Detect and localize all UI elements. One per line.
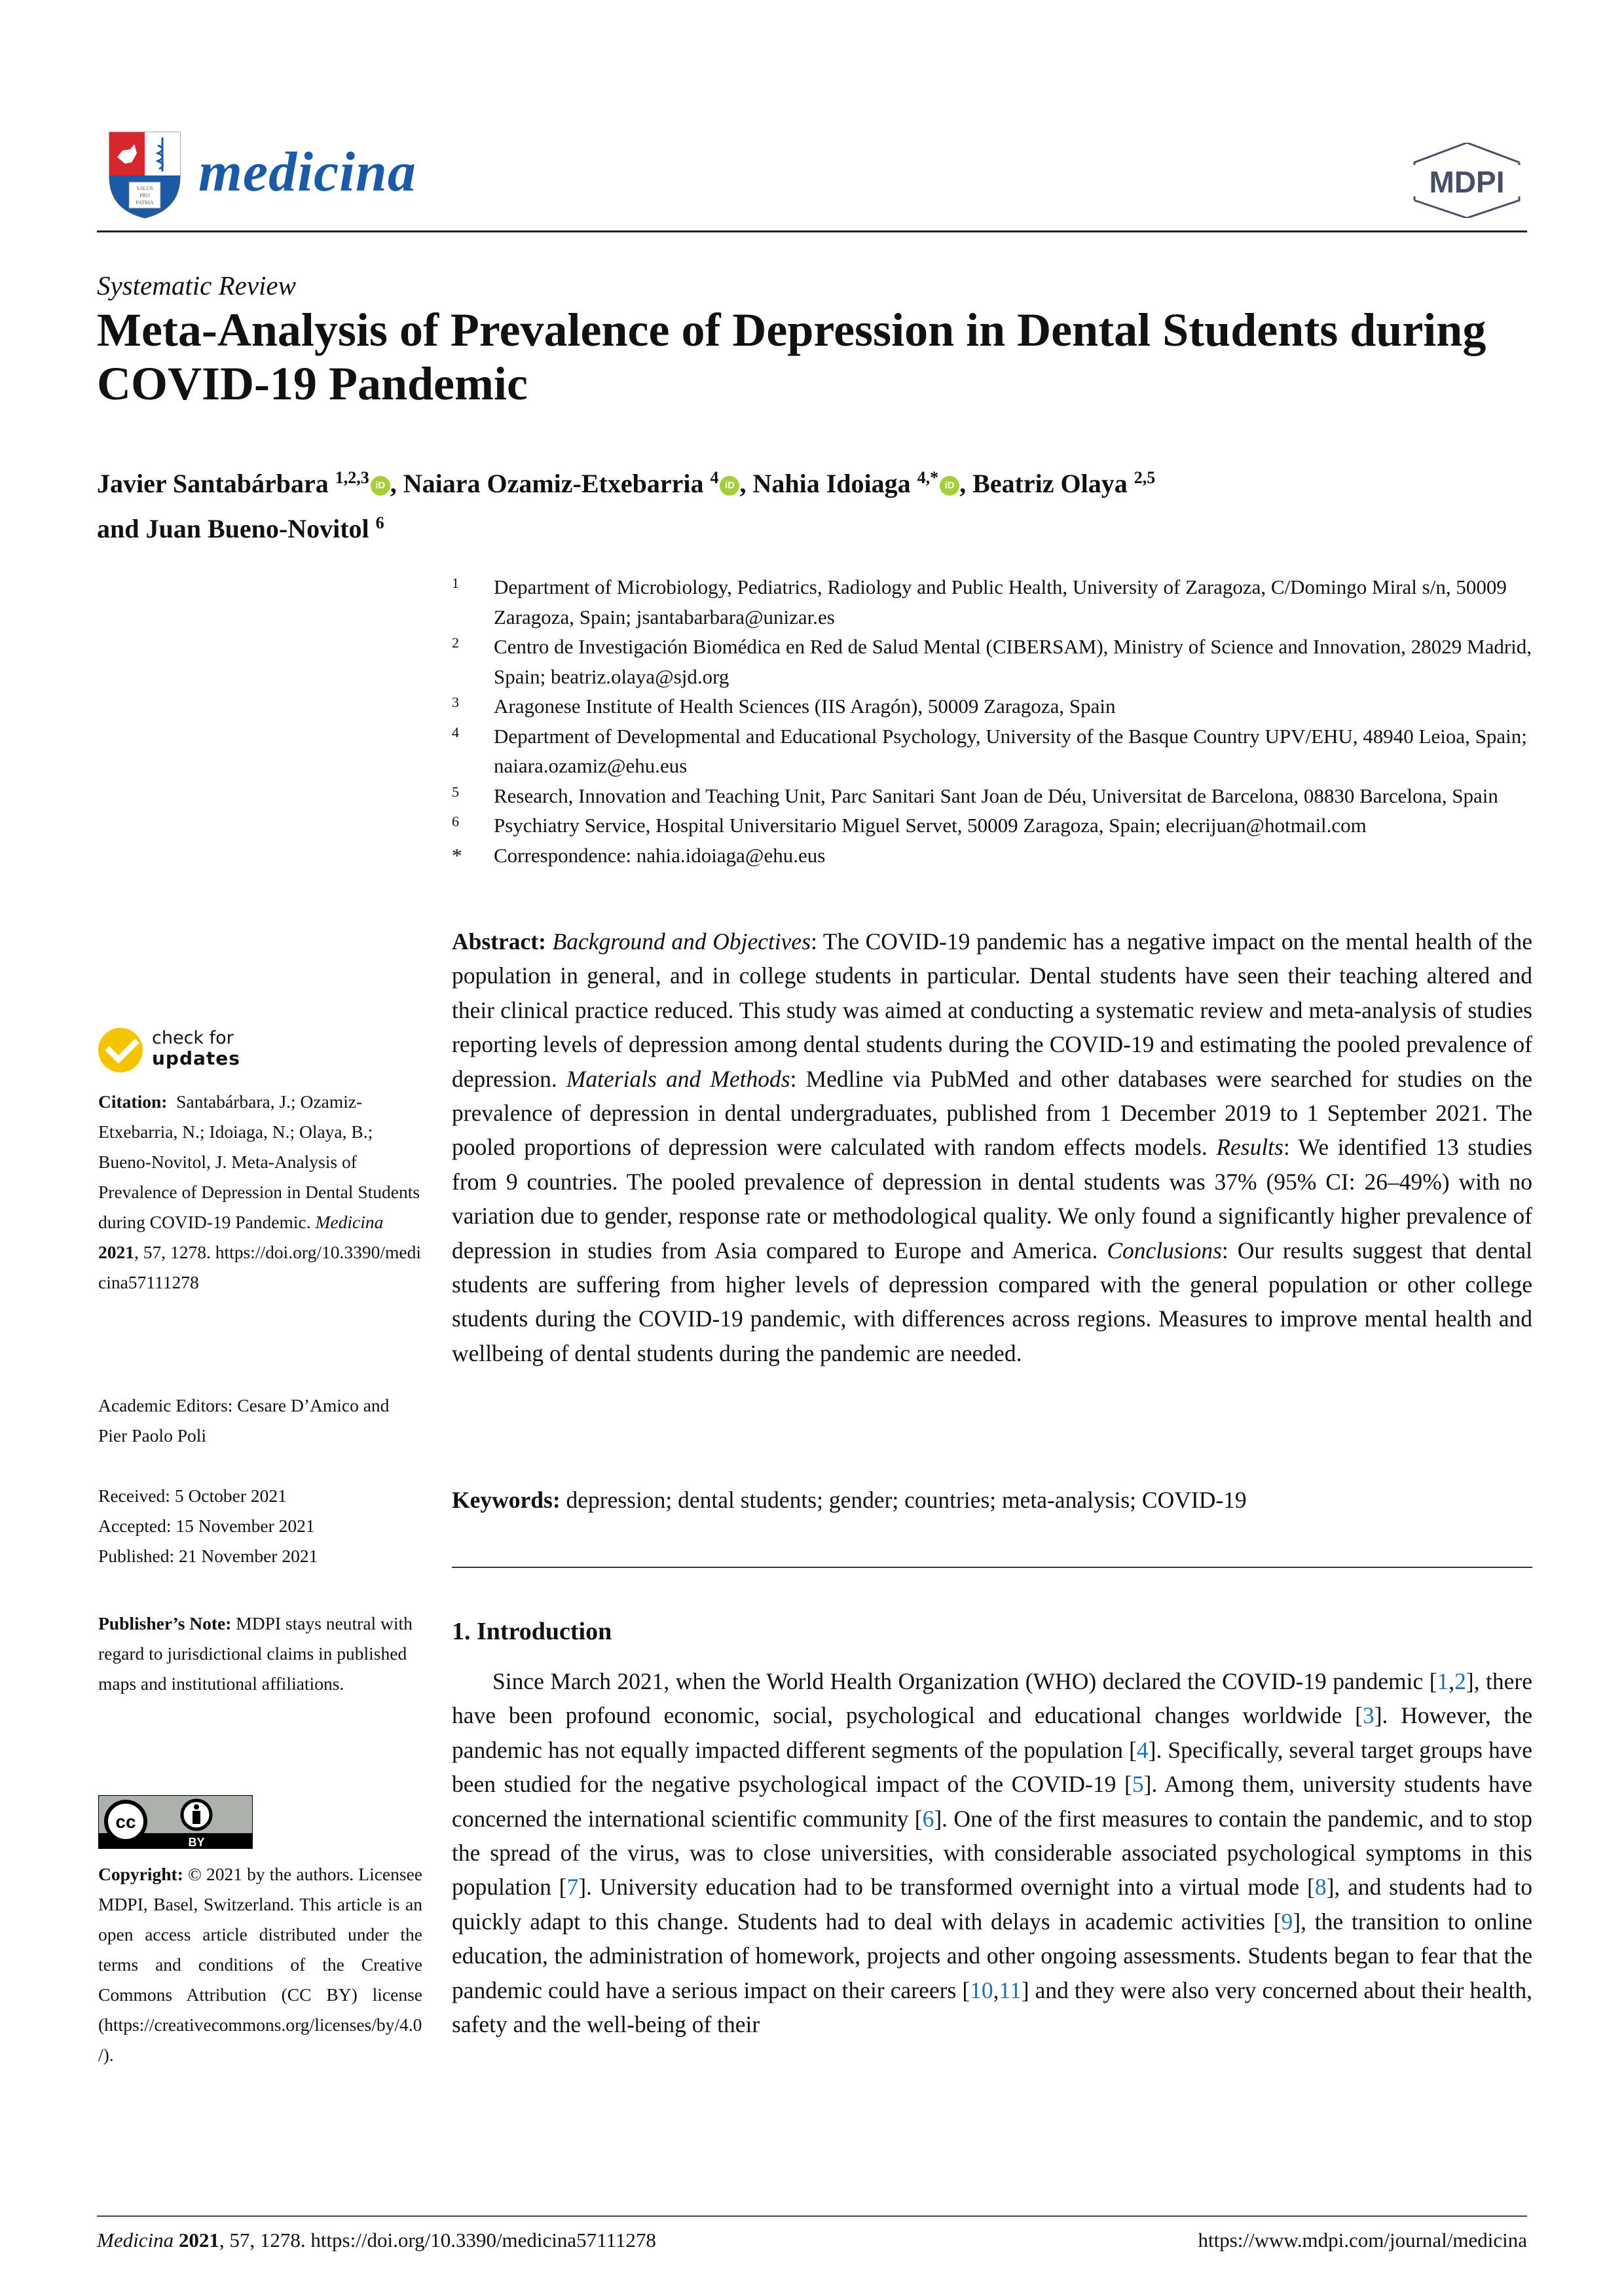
author-affil: 4,*	[917, 468, 939, 487]
author-name[interactable]: Javier Santabárbara	[97, 469, 329, 498]
author-name[interactable]: Naiara Ozamiz-Etxebarria	[403, 469, 704, 498]
publisher-note: Publisher’s Note: MDPI stays neutral with regard to jurisdictional claims in published maps and institutional affiliations.	[98, 1613, 413, 1694]
affiliation-item: 5 Research, Innovation and Teaching Unit, Parc Sanitari Sant Joan de Déu, Universitat de Barcelona, 08830 Barcelona, Spain	[452, 783, 1498, 807]
affiliations	[452, 572, 1532, 870]
footer-rule	[97, 2215, 1527, 2217]
keywords-label: Keywords:	[452, 1487, 561, 1513]
footer-journal-url[interactable]: https://www.mdpi.com/journal/medicina	[1198, 2229, 1527, 2251]
keywords	[452, 1486, 1532, 1514]
citation-volume: , 57, 1278.	[134, 1242, 211, 1262]
affiliation-item: 6 Psychiatry Service, Hospital Universitario Miguel Servet, 50009 Zaragoza, Spain; elecrijuan@hotmail.com	[452, 813, 1367, 837]
journal-shield-logo	[108, 131, 181, 219]
mdpi-logo	[1408, 143, 1526, 218]
reference-link[interactable]: 8	[1314, 1874, 1327, 1901]
shield-motto-3: PATRIA	[136, 200, 154, 206]
affiliation-item: 1 Department of Microbiology, Pediatrics, Radiology and Public Health, University of Zaragoza, C/Domingo Miral s/n, 50009 Zaragoza, Spain; jsantabarbara@unizar.es	[452, 575, 1507, 629]
introduction-paragraph: Since March 2021, when the World Health Organization (WHO) declared the COVID-19 pandemic [1,2], there have been profound economic, social, psychological and educational changes worldwide [3]. However, the pandemic has not equally impacted different segments of the population [4]. Specifically, several target groups have been studied for the negative psychological impact of the COVID-19 [5]. Among them, university students have concerned the international scientific community [6]. One of the first measures to contain the pandemic, and to stop the spread of the virus, was to close universities, with considerable associated psychological symptoms in this population [7]. University education had to be transformed overnight into a virtual mode [8], and students had to quickly adapt to this change. Students had to deal with delays in academic activities [9], the transition to online education, the administration of homework, projects and other ongoing assessments. Students began to fear that the pandemic could have a serious impact on their careers [10,11] and they were also very concerned about their health, safety and the well-being of their	[452, 1668, 1533, 2038]
citation-journal: Medicina	[315, 1212, 384, 1232]
section-divider	[452, 1567, 1532, 1568]
section-heading-introduction: 1. Introduction	[452, 1618, 612, 1645]
reference-link[interactable]: 4	[1136, 1736, 1149, 1763]
citation-label: Citation:	[98, 1091, 168, 1112]
reference-link[interactable]: 6	[922, 1805, 934, 1832]
orcid-icon[interactable]: iD	[371, 476, 390, 496]
shield-motto-1: SALUS	[136, 185, 153, 191]
abstract: Abstract: Background and Objectives: The COVID-19 pandemic has a negative impact on the mental health of the population in general, and in college students in particular. Dental students have seen their teaching altered and their clinical practice reduced. This study was aimed at conducting a systematic review and meta-analysis of studies reporting levels of depression among dental students during the COVID-19 and estimating the pooled prevalence of depression. Materials and Methods: Medline via PubMed and other databases were searched for studies on the prevalence of depression in dental undergraduates, published from 1 December 2019 to 1 September 2021. The pooled proportions of depression were calculated with random effects models. Results: We identified 13 studies from 9 countries. The pooled prevalence of depression in dental students was 37% (95% CI: 26–49%) with no variation due to gender, response rate or methodological quality. We only found a significantly higher prevalence of depression in studies from Asia compared to Europe and America. Conclusions: Our results suggest that dental students are suffering from higher levels of depression compared with the general population or other college students during the COVID-19 pandemic, with differences across regions. Measures to improve mental health and wellbeing of dental students during the pandemic are needed.	[452, 928, 1533, 1366]
mdpi-logo-text: MDPI	[1429, 165, 1505, 199]
reference-link[interactable]: 7	[566, 1874, 579, 1901]
citation-doi-link[interactable]: https://doi.org/10.3390/medicina57111278	[98, 1242, 421, 1292]
svg-text:BY: BY	[188, 1836, 205, 1849]
header-rule	[97, 230, 1527, 232]
orcid-icon[interactable]: iD	[720, 476, 739, 496]
check-for-updates-button[interactable]: check for updates	[98, 1028, 255, 1074]
author-name[interactable]: Beatriz Olaya	[972, 469, 1128, 498]
academic-editors: Academic Editors: Cesare D’Amico and Pier Paolo Poli	[98, 1395, 390, 1446]
author-name[interactable]: Nahia Idoiaga	[752, 469, 911, 498]
footer-doi-link[interactable]: , 57, 1278. https://doi.org/10.3390/medicina57111278	[219, 2229, 656, 2251]
author-list: Javier Santabárbara $^{1,2,3}$ iD , Naiara Ozamiz-Etxebarria $^4$ iD , Nahia Idoiaga $^{4,*}$ iD , Beatriz Olaya $^{2,5}$ and Juan Bueno-Novitol $^6$	[97, 468, 1156, 543]
svg-text:cc: cc	[115, 1812, 136, 1832]
abstract-heading: Conclusions	[1107, 1237, 1222, 1264]
citation-year: 2021	[98, 1242, 134, 1262]
affiliation-item: 4 Department of Developmental and Educational Psychology, University of the Basque Country UPV/EHU, 48940 Leioa, Spain; naiara.ozamiz@ehu.eus	[452, 723, 1527, 777]
journal-name: medicina	[198, 140, 416, 203]
citation-text: Santabárbara, J.; Ozamiz-Etxebarria, N.; Idoiaga, N.; Olaya, B.; Bueno-Novitol, J. Meta-Analysis of Prevalence of Depression in Dental Students during COVID-19 Pandemic.	[98, 1091, 420, 1232]
article-title: Meta-Analysis of Prevalence of Depression in Dental Students during COVID-19 Pandemic	[97, 304, 1486, 410]
published-date: Published: 21 November 2021	[98, 1546, 318, 1566]
copyright-notice: Copyright: © 2021 by the authors. Licensee MDPI, Basel, Switzerland. This article is an open access article distributed under the terms and conditions of the Creative Commons Attribution (CC BY) license (https://creativecommons.org/licenses/by/4.0/).	[98, 1864, 423, 2065]
author-affil: 1,2,3	[335, 468, 369, 487]
author-affil: 2,5	[1134, 468, 1156, 487]
reference-link[interactable]: 2	[1454, 1668, 1466, 1694]
authors-connector: and	[97, 514, 139, 543]
shield-motto-2: PRO	[139, 192, 150, 198]
check-icon	[98, 1028, 143, 1072]
affiliation-item: 3 Aragonese Institute of Health Sciences (IIS Aragón), 50009 Zaragoza, Spain	[452, 694, 1116, 718]
footer-citation: Medicina 2021, 57, 1278. https://doi.org/10.3390/medicina57111278	[97, 2229, 656, 2251]
orcid-icon[interactable]: iD	[940, 476, 959, 496]
reference-link[interactable]: 10	[970, 1977, 993, 2003]
article-dates	[98, 1481, 422, 1571]
reference-link[interactable]: 11	[999, 1977, 1022, 2003]
affiliation-item: 2 Centro de Investigación Biomédica en Red de Salud Mental (CIBERSAM), Ministry of Science and Innovation, 28029 Madrid, Spain; beatriz.olaya@sjd.org	[452, 634, 1532, 688]
author-affil: 4	[710, 468, 719, 487]
abstract-label: Abstract:	[452, 928, 546, 955]
keywords-list: depression; dental students; gender; countries; meta-analysis; COVID-19	[566, 1487, 1247, 1513]
author-name[interactable]: Juan Bueno-Novitol	[145, 514, 369, 543]
reference-link[interactable]: 3	[1362, 1702, 1375, 1729]
reference-link[interactable]: 1	[1437, 1668, 1449, 1694]
article-type: Systematic Review	[97, 270, 296, 301]
received-date: Received: 5 October 2021	[98, 1485, 287, 1506]
correspondence-item: * Correspondence: nahia.idoiaga@ehu.eus	[452, 843, 826, 867]
abstract-heading: Results	[1216, 1134, 1283, 1161]
abstract-heading: Materials and Methods	[566, 1065, 790, 1092]
citation-block	[98, 1087, 422, 1298]
reference-link[interactable]: 9	[1281, 1908, 1293, 1935]
abstract-heading: Background and Objectives	[552, 928, 811, 955]
accepted-date: Accepted: 15 November 2021	[98, 1516, 315, 1536]
author-affil: 6	[375, 513, 384, 532]
reference-link[interactable]: 5	[1132, 1771, 1144, 1798]
cc-by-license-icon[interactable]	[98, 1795, 253, 1849]
